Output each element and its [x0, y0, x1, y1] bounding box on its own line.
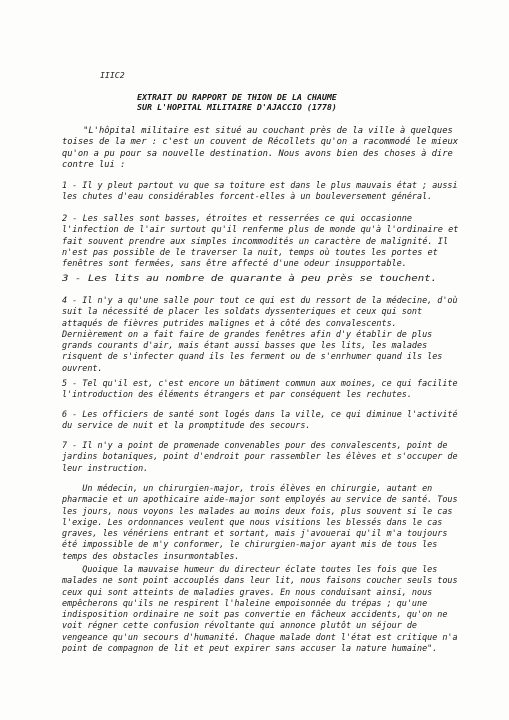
- paragraph-point-2: 2 - Les salles sont basses, étroites et resserrées ce qui occasionne l'infection de l'air surtout qu'il renferme plus de monde qu'à l'ordinaire et fait souvent prendre aux simples incommodités un caractère de malignité. Il n'est pas possible de le traverser la nuit, temps où toutes les portes et fenêtres sont fermées, sans être affecté d'une odeur insupportable.: [62, 214, 459, 270]
- document-reference: IIIC2: [100, 70, 125, 80]
- title-line-2: SUR L'HOPITAL MILITAIRE D'AJACCIO (1778): [137, 102, 337, 112]
- title-line-1: EXTRAIT DU RAPPORT DE THION DE LA CHAUME: [137, 92, 337, 102]
- paragraph-point-6: 6 - Les officiers de santé sont logés dans la ville, ce qui diminue l'activité du service de nuit et la promptitude des secours.: [62, 410, 458, 432]
- paragraph-point-7: 7 - Il n'y a point de promenade convenables pour des convalescents, point de jardins botaniques, point d'endroit pour rassembler les élèves et s'occuper de leur instruction.: [62, 441, 458, 474]
- paragraph-point-4: 4 - Il n'y a qu'une salle pour tout ce qui est du ressort de la médecine, d'où suit la nécessité de placer les soldats dyssenteriques et ceux qui sont attaqués de fièvres putrides malignes et à côté des convalescents. Dernièrement on a fait faire de grandes fenêtres afin d'y établir de plus grands courants d'air, mais étant aussi basses que les lits, les malades risquent de s'infecter quand ils les ferment ou de s'enrhumer quand ils les ouvrent.: [62, 296, 458, 374]
- paragraph-director: Quoique la mauvaise humeur du directeur éclate toutes les fois que les malades ne sont point accouplés dans leur lit, nous faisons coucher seuls tous ceux qui sont atteints de maladies graves. En nous conduisant ainsi, nous empêcherons qu'ils ne respirent l'haleine empoisonnée du trépas ; qu'une indisposition ordinaire ne soit pas convertie en fâcheux accidents, qu'on ne voit régner cette confusion révoltante qui annonce plutôt un séjour de vengeance qu'un secours d'humanité. Chaque malade dont l'état est critique n'a point de compagnon de lit et peut expirer sans accuser la nature humaine".: [62, 565, 458, 655]
- paragraph-intro: "L'hôpital militaire est situé au couchant près de la ville à quelques toises de la mer : c'est un couvent de Récollets qu'on a racommodé le mieux qu'on a pu pour sa nouvelle destination. Nous avons bien des choses à dire contre lui :: [62, 126, 459, 170]
- paragraph-point-1: 1 - Il y pleut partout vu que sa toiture est dans le plus mauvais état ; aussi les chutes d'eau considérables forcent-elles à un bouleversement général.: [62, 181, 458, 203]
- paragraph-staff: Un médecin, un chirurgien-major, trois élèves en chirurgie, autant en pharmacie et un apothicaire aide-major sont employés au service de santé. Tous les jours, nous voyons les malades au moins deux fois, plus souvent si le cas l'exige. Les ordonnances veulent que nous visitions les blessés dans le cas graves, les vénériens entrant et sortant, mais j'avouerai qu'il m'a toujours été impossible de m'y conformer, le chirurgien-major ayant mis de tous les temps des obstacles insurmontables.: [62, 484, 458, 562]
- paragraph-point-5: 5 - Tel qu'il est, c'est encore un bâtiment commun aux moines, ce qui facilite l'introduction des éléments étrangers et par conséquent les rechutes.: [62, 379, 458, 401]
- paragraph-point-3: 3 - Les lits au nombre de quarante à peu près se touchent.: [62, 274, 438, 284]
